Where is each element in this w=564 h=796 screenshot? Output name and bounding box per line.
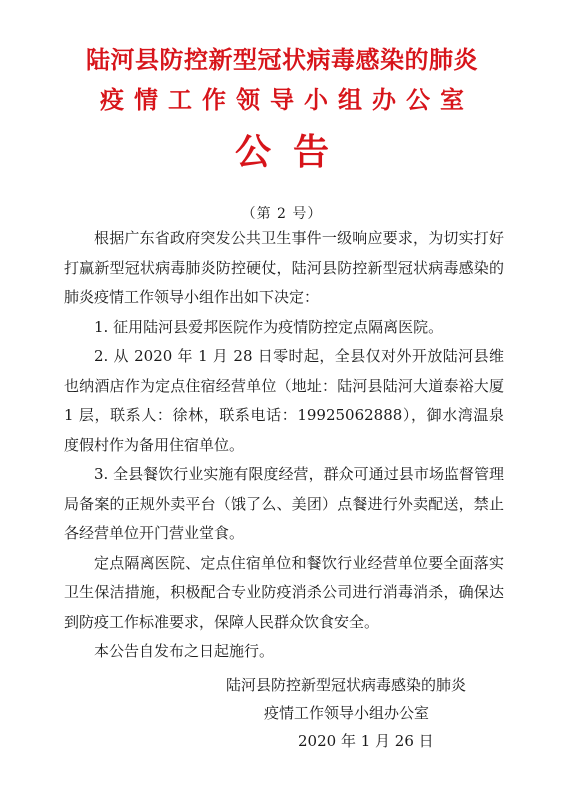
notice-heading: 公告: [234, 132, 351, 173]
notice-body: [64, 224, 504, 667]
signature-date: 2020 年 1 月 26 日: [298, 732, 434, 750]
signature-org-line-1: 陆河县防控新型冠状病毒感染的肺炎: [226, 676, 467, 694]
signature-org-line-2: 疫情工作领导小组办公室: [264, 704, 430, 722]
item-1-paragraph: 1. 征用陆河县爱邦医院作为疫情防控定点隔离医院。: [94, 317, 444, 336]
title-line-1: 陆河县防控新型冠状病毒感染的肺炎: [86, 46, 478, 74]
item-3-paragraph: 3. 全县餐饮行业实施有限度经营，群众可通过县市场监督管理局备案的正规外卖平台（饿了么、美团）点餐进行外卖配送，禁止各经营单位开门营业堂食。: [64, 465, 504, 542]
intro-paragraph: 根据广东省政府突发公共卫生事件一级响应要求，为切实打好打赢新型冠状病毒肺炎防控硬仗，陆河县防控新型冠状病毒感染的肺炎疫情工作领导小组作出如下决定：: [64, 229, 504, 306]
title-line-2: 疫情工作领导小组办公室: [100, 86, 474, 114]
effective-paragraph: 本公告自发布之日起施行。: [94, 642, 275, 660]
serial-number: （第 2 号）: [241, 206, 323, 222]
requirements-paragraph: 定点隔离医院、定点住宿单位和餐饮行业经营单位要全面落实卫生保洁措施，积极配合专业防疫消杀公司进行消毒消杀，确保达到防疫工作标准要求，保障人民群众饮食安全。: [64, 553, 504, 631]
item-2-paragraph: 2. 从 2020 年 1 月 28 日零时起，全县仅对外开放陆河县维也纳酒店作为定点住宿经营单位（地址：陆河县陆河大道泰裕大厦 1 层，联系人：徐林，联系电话：19925062888），御水湾温泉度假村作为备用住宿单位。: [64, 347, 504, 454]
